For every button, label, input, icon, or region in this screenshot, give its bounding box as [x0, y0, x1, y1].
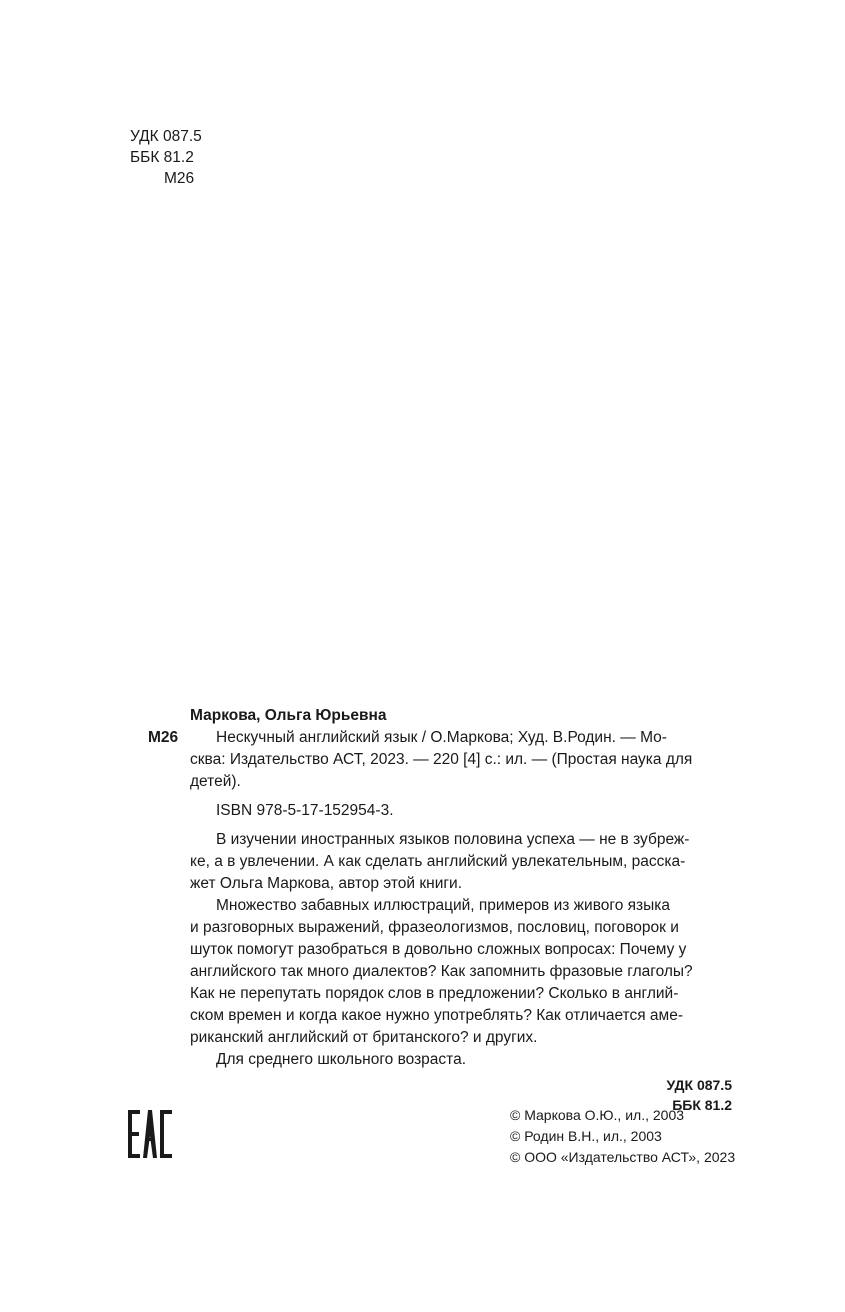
annotation-2-line-7: риканский английский от британского? и других. [190, 1029, 538, 1046]
title-line-2: сква: Издательство АСТ, 2023. — 220 [4] с.: ил. — (Простая наука для [190, 751, 693, 768]
annotation-2-line-6: ском времен и когда какое нужно употреблять? Как отличается аме- [190, 1007, 683, 1024]
annotation-1-line-1: В изучении иностранных языков половина успеха — не в зубреж- [216, 831, 690, 848]
annotation-paragraph-1 [148, 829, 750, 895]
annotation-paragraph-2 [148, 895, 750, 1049]
title-line-3: детей). [190, 773, 241, 790]
annotation-2-line-2: и разговорных выражений, фразеологизмов, пословиц, поговорок и [190, 919, 679, 936]
bottom-udk-code: УДК 087.5 [666, 1077, 732, 1093]
copyright-block [510, 1105, 735, 1168]
annotation-2-line-5: Как не перепутать порядок слов в предложении? Сколько в англий- [190, 985, 679, 1002]
audience: Для среднего школьного возраста. [216, 1051, 467, 1068]
top-bbk-code: ББК 81.2 [130, 149, 194, 166]
author-mark: М26 [148, 729, 179, 746]
eac-mark-svg [128, 1108, 174, 1160]
copyright-line-3: © ООО «Издательство АСТ», 2023 [510, 1149, 736, 1165]
annotation-2-line-4: английского так много диалектов? Как запомнить фразовые глаголы? [190, 963, 693, 980]
bibliographic-entry [148, 727, 750, 749]
annotation-2-line-1: Множество забавных иллюстраций, примеров из живого языка [216, 897, 671, 914]
top-udk-code: УДК 087.5 [130, 128, 202, 145]
annotation-1-line-2: ке, а в увлечении. А как сделать английский увлекательным, расска- [190, 853, 686, 870]
isbn: ISBN 978-5-17-152954-3. [216, 802, 394, 819]
top-author-mark: М26 [164, 170, 195, 187]
top-classification-codes [130, 126, 202, 189]
annotation-2-line-3: шуток помогут разобраться в довольно сложных вопросах: Почему у [190, 941, 687, 958]
copyright-line-1: © Маркова О.Ю., ил., 2003 [510, 1107, 685, 1123]
catalog-record [148, 705, 750, 1115]
bottom-bbk-code: ББК 81.2 [672, 1097, 732, 1113]
author-name: Маркова, Ольга Юрьевна [190, 707, 387, 724]
copyright-line-2: © Родин В.Н., ил., 2003 [510, 1128, 662, 1144]
annotation-1-line-3: жет Ольга Маркова, автор этой книги. [190, 875, 462, 892]
eac-logo-icon [128, 1108, 174, 1160]
title-line-1: Нескучный английский язык / О.Маркова; Худ. В.Родин. — Мо- [216, 729, 667, 746]
